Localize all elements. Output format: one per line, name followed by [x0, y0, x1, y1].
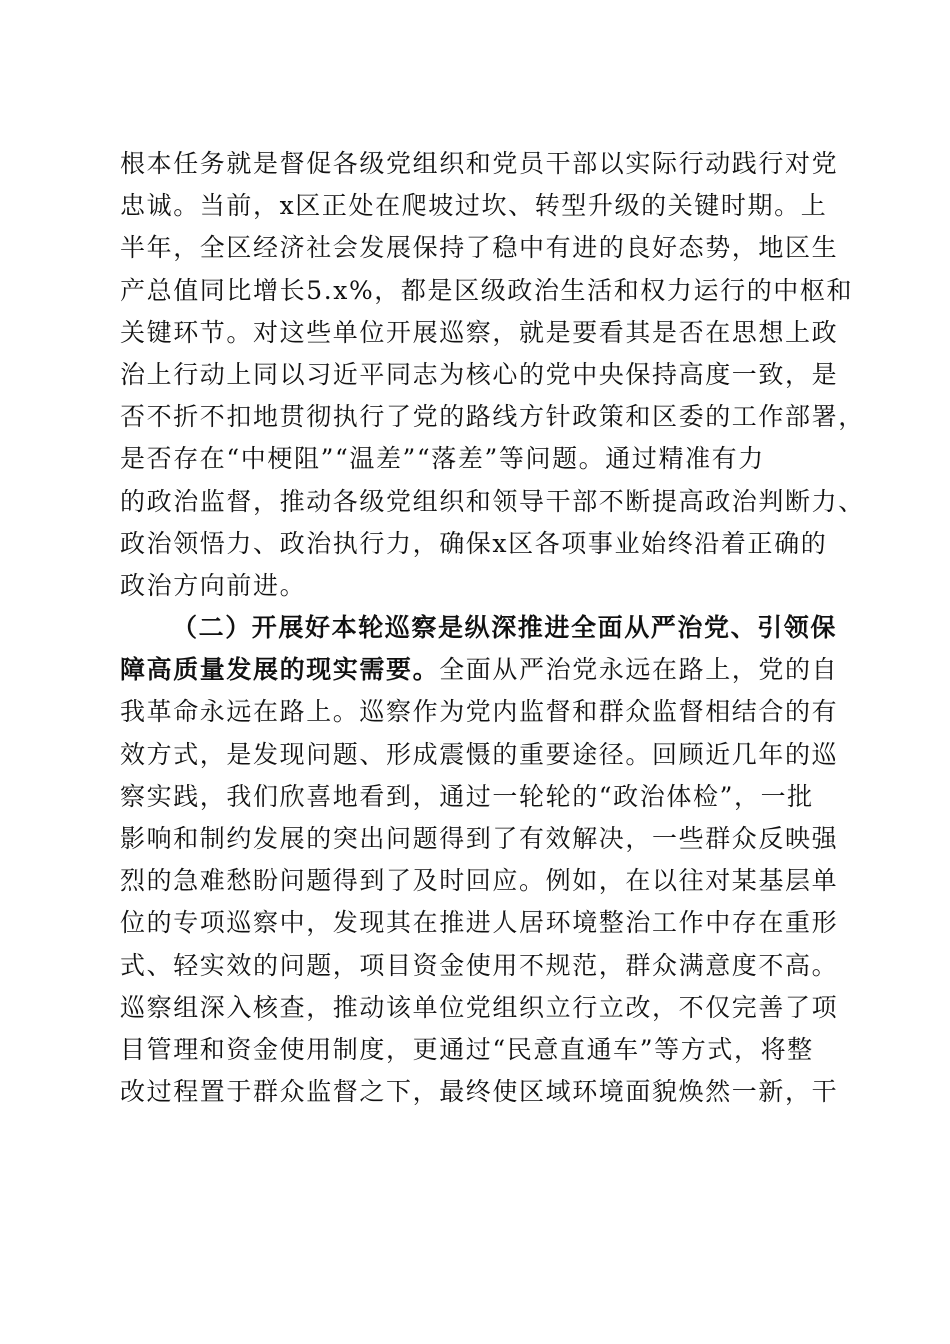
- paragraph-line: 位的专项巡察中，发现其在推进人居环境整治工作中存在重形: [120, 908, 839, 938]
- paragraph-line: 政治领悟力、政治执行力，确保x区各项事业始终沿着正确的: [120, 528, 828, 558]
- paragraph-line: 烈的急难愁盼问题得到了及时回应。例如，在以往对某基层单: [120, 866, 839, 896]
- paragraph-line: 改过程置于群众监督之下，最终使区域环境面貌焕然一新，干: [120, 1077, 839, 1107]
- paragraph-line: 是否存在“中梗阻”“温差”“落差”等问题。通过精准有力: [120, 444, 765, 474]
- paragraph-line: 巡察组深入核查，推动该单位党组织立行立改，不仅完善了项: [120, 992, 839, 1022]
- section-heading-line: （二）开展好本轮巡察是纵深推进全面从严治党、引领保: [172, 613, 838, 643]
- paragraph-line: 察实践，我们欣喜地看到，通过一轮轮的“政治体检”，一批: [120, 781, 814, 811]
- paragraph-line: 关键环节。对这些单位开展巡察，就是要看其是否在思想上政: [120, 317, 839, 347]
- paragraph-text: 全面从严治党永远在路上，党的自: [439, 655, 839, 685]
- paragraph-line: 效方式，是发现问题、形成震慑的重要途径。回顾近几年的巡: [120, 739, 839, 769]
- paragraph-line: 根本任务就是督促各级党组织和党员干部以实际行动践行对党: [120, 149, 839, 178]
- paragraph-line: 影响和制约发展的突出问题得到了有效解决，一些群众反映强: [120, 824, 839, 853]
- paragraph-line: 否不折不扣地贯彻执行了党的路线方针政策和区委的工作部署，: [120, 402, 865, 432]
- document-body: [120, 143, 865, 1113]
- paragraph-line: 我革命永远在路上。巡察作为党内监督和群众监督相结合的有: [120, 697, 839, 727]
- paragraph-line: 式、轻实效的问题，项目资金使用不规范，群众满意度不高。: [120, 950, 839, 980]
- paragraph-line: 忠诚。当前，x区正处在爬坡过坎、转型升级的关键时期。上: [120, 191, 828, 221]
- section-heading-continuation: [120, 649, 839, 691]
- paragraph-line: 政治方向前进。: [120, 570, 307, 600]
- section-heading-tail: 障高质量发展的现实需要。: [120, 655, 440, 685]
- paragraph-line: 的政治监督，推动各级党组织和领导干部不断提高政治判断力、: [120, 486, 865, 516]
- paragraph-line: 目管理和资金使用制度，更通过“民意直通车”等方式，将整: [120, 1034, 814, 1064]
- paragraph-line: 半年，全区经济社会发展保持了稳中有进的良好态势，地区生: [120, 233, 839, 263]
- paragraph-line: 治上行动上同以习近平同志为核心的党中央保持高度一致，是: [120, 359, 839, 389]
- paragraph-line: 产总值同比增长5.x%，都是区级政治生活和权力运行的中枢和: [120, 275, 854, 305]
